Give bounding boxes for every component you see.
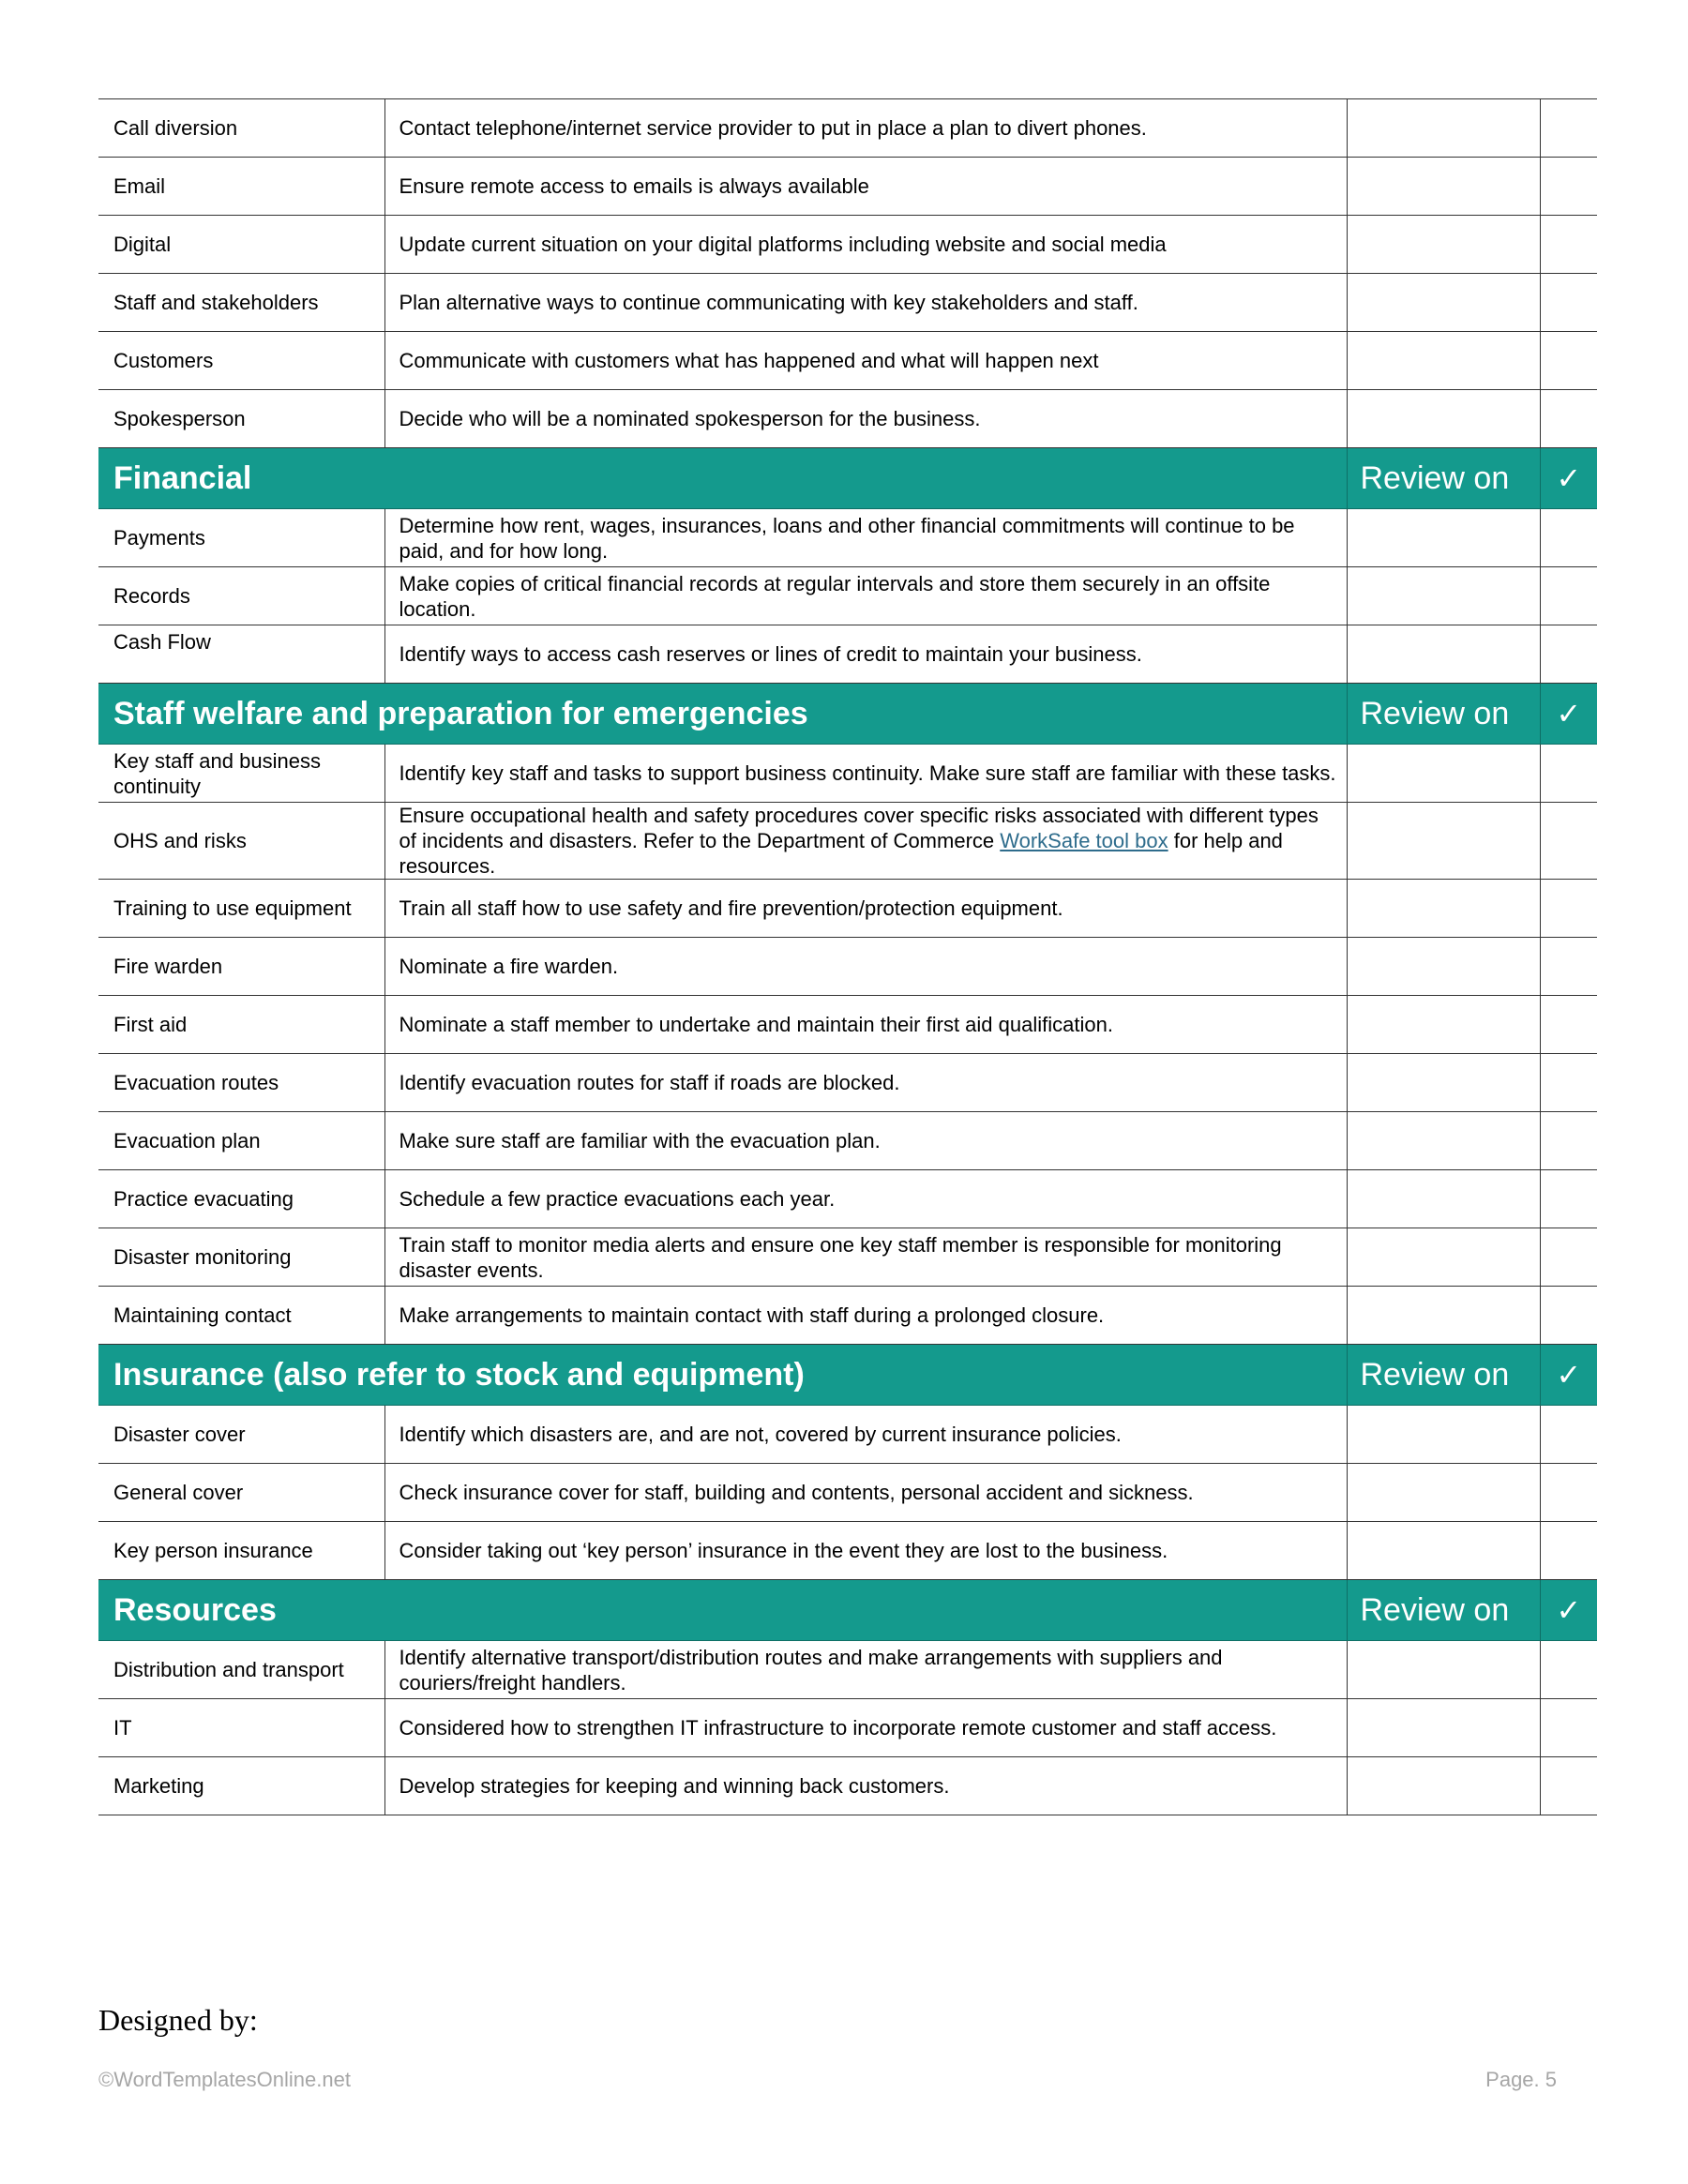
table-row xyxy=(98,1054,1597,1112)
section-header-resources xyxy=(98,1580,1597,1641)
item-label: OHS and risks xyxy=(98,803,384,880)
item-description: Contact telephone/internet service provider to put in place a plan to divert phones. xyxy=(384,99,1347,158)
review-date-cell[interactable] xyxy=(1347,880,1540,938)
check-cell[interactable] xyxy=(1540,1699,1597,1757)
review-date-cell[interactable] xyxy=(1347,1641,1540,1699)
item-description: Ensure remote access to emails is always available xyxy=(384,158,1347,216)
check-cell[interactable] xyxy=(1540,158,1597,216)
item-label: Maintaining contact xyxy=(98,1287,384,1345)
item-label: Marketing xyxy=(98,1757,384,1815)
table-row xyxy=(98,1464,1597,1522)
item-description: Train staff to monitor media alerts and ensure one key staff member is responsible for monitoring disaster events. xyxy=(384,1228,1347,1287)
table-row xyxy=(98,1641,1597,1699)
item-description: Decide who will be a nominated spokesperson for the business. xyxy=(384,390,1347,448)
desc-text: for help and resources. xyxy=(399,829,1283,878)
review-date-cell[interactable] xyxy=(1347,332,1540,390)
review-date-cell[interactable] xyxy=(1347,1757,1540,1815)
review-on-label: Review on xyxy=(1347,448,1540,509)
review-date-cell[interactable] xyxy=(1347,216,1540,274)
table-row xyxy=(98,567,1597,625)
check-cell[interactable] xyxy=(1540,1464,1597,1522)
check-mark-icon: ✓ xyxy=(1540,684,1597,745)
checklist-table xyxy=(98,98,1597,1815)
review-date-cell[interactable] xyxy=(1347,996,1540,1054)
item-label: Email xyxy=(98,158,384,216)
check-cell[interactable] xyxy=(1540,1406,1597,1464)
item-label: Evacuation plan xyxy=(98,1112,384,1170)
item-label: General cover xyxy=(98,1464,384,1522)
section-title: Resources xyxy=(98,1580,1347,1641)
item-description: Train all staff how to use safety and fire prevention/protection equipment. xyxy=(384,880,1347,938)
review-date-cell[interactable] xyxy=(1347,745,1540,803)
table-row xyxy=(98,803,1597,880)
desc-text: Ensure occupational health and safety procedures cover specific risks associated with different types of incidents and disasters. Refer to the Department of Commerce xyxy=(399,804,1319,852)
item-label: Evacuation routes xyxy=(98,1054,384,1112)
check-mark-icon: ✓ xyxy=(1540,1345,1597,1406)
review-on-label: Review on xyxy=(1347,1345,1540,1406)
item-label: Call diversion xyxy=(98,99,384,158)
item-label: First aid xyxy=(98,996,384,1054)
table-row xyxy=(98,158,1597,216)
table-row xyxy=(98,1112,1597,1170)
check-cell[interactable] xyxy=(1540,390,1597,448)
table-row xyxy=(98,1699,1597,1757)
item-description: Identify which disasters are, and are not, covered by current insurance policies. xyxy=(384,1406,1347,1464)
item-label: Disaster monitoring xyxy=(98,1228,384,1287)
check-cell[interactable] xyxy=(1540,625,1597,684)
section-title: Insurance (also refer to stock and equipment) xyxy=(98,1345,1347,1406)
check-cell[interactable] xyxy=(1540,1054,1597,1112)
table-row xyxy=(98,1287,1597,1345)
page-number: Page. 5 xyxy=(1485,2068,1557,2091)
review-on-label: Review on xyxy=(1347,1580,1540,1641)
item-label: Disaster cover xyxy=(98,1406,384,1464)
review-date-cell[interactable] xyxy=(1347,1699,1540,1757)
check-cell[interactable] xyxy=(1540,332,1597,390)
review-date-cell[interactable] xyxy=(1347,1170,1540,1228)
review-date-cell[interactable] xyxy=(1347,158,1540,216)
item-description: Consider taking out ‘key person’ insurance in the event they are lost to the business. xyxy=(384,1522,1347,1580)
item-label: Digital xyxy=(98,216,384,274)
designed-by-label: Designed by: xyxy=(98,2003,258,2037)
review-date-cell[interactable] xyxy=(1347,1464,1540,1522)
item-description: Check insurance cover for staff, building and contents, personal accident and sickness. xyxy=(384,1464,1347,1522)
item-description: Identify ways to access cash reserves or lines of credit to maintain your business. xyxy=(384,625,1347,684)
item-description: Considered how to strengthen IT infrastructure to incorporate remote customer and staff access. xyxy=(384,1699,1347,1757)
item-description: Develop strategies for keeping and winning back customers. xyxy=(384,1757,1347,1815)
item-description: Make arrangements to maintain contact with staff during a prolonged closure. xyxy=(384,1287,1347,1345)
table-row xyxy=(98,1228,1597,1287)
review-date-cell[interactable] xyxy=(1347,99,1540,158)
item-description: Update current situation on your digital platforms including website and social media xyxy=(384,216,1347,274)
copyright-text: ©WordTemplatesOnline.net xyxy=(98,2068,351,2091)
check-cell[interactable] xyxy=(1540,1287,1597,1345)
review-date-cell[interactable] xyxy=(1347,1406,1540,1464)
worksafe-link[interactable]: WorkSafe tool box xyxy=(1000,829,1168,852)
item-label: Distribution and transport xyxy=(98,1641,384,1699)
check-mark-icon: ✓ xyxy=(1540,1580,1597,1641)
table-row xyxy=(98,745,1597,803)
table-row xyxy=(98,332,1597,390)
table-row xyxy=(98,1522,1597,1580)
check-cell[interactable] xyxy=(1540,216,1597,274)
item-label: Customers xyxy=(98,332,384,390)
check-cell[interactable] xyxy=(1540,99,1597,158)
check-cell[interactable] xyxy=(1540,274,1597,332)
check-cell[interactable] xyxy=(1540,1170,1597,1228)
item-description: Nominate a fire warden. xyxy=(384,938,1347,996)
check-cell[interactable] xyxy=(1540,1641,1597,1699)
item-description: Make sure staff are familiar with the evacuation plan. xyxy=(384,1112,1347,1170)
item-label: Spokesperson xyxy=(98,390,384,448)
check-cell[interactable] xyxy=(1540,745,1597,803)
checklist-sheet xyxy=(98,98,1597,1815)
section-title: Staff welfare and preparation for emergencies xyxy=(98,684,1347,745)
review-date-cell[interactable] xyxy=(1347,1522,1540,1580)
table-row xyxy=(98,509,1597,567)
review-on-label: Review on xyxy=(1347,684,1540,745)
table-row xyxy=(98,880,1597,938)
item-label: Fire warden xyxy=(98,938,384,996)
review-date-cell[interactable] xyxy=(1347,390,1540,448)
check-cell[interactable] xyxy=(1540,509,1597,567)
table-row xyxy=(98,1406,1597,1464)
table-row xyxy=(98,938,1597,996)
review-date-cell[interactable] xyxy=(1347,1228,1540,1287)
review-date-cell[interactable] xyxy=(1347,1287,1540,1345)
check-cell[interactable] xyxy=(1540,803,1597,880)
review-date-cell[interactable] xyxy=(1347,274,1540,332)
table-row xyxy=(98,996,1597,1054)
item-label: Practice evacuating xyxy=(98,1170,384,1228)
item-description: Identify alternative transport/distribution routes and make arrangements with suppliers and couriers/freight handlers. xyxy=(384,1641,1347,1699)
review-date-cell[interactable] xyxy=(1347,509,1540,567)
item-label: Cash Flow xyxy=(98,625,384,684)
table-row xyxy=(98,216,1597,274)
check-cell[interactable] xyxy=(1540,1522,1597,1580)
item-description: Determine how rent, wages, insurances, loans and other financial commitments will continue to be paid, and for how long. xyxy=(384,509,1347,567)
check-cell[interactable] xyxy=(1540,1228,1597,1287)
item-description: Nominate a staff member to undertake and maintain their first aid qualification. xyxy=(384,996,1347,1054)
section-title: Financial xyxy=(98,448,1347,509)
section-header-financial xyxy=(98,448,1597,509)
item-label: Key staff and business continuity xyxy=(98,745,384,803)
review-date-cell[interactable] xyxy=(1347,1112,1540,1170)
review-date-cell[interactable] xyxy=(1347,1054,1540,1112)
table-row xyxy=(98,99,1597,158)
section-header-insurance xyxy=(98,1345,1597,1406)
item-description: Identify evacuation routes for staff if roads are blocked. xyxy=(384,1054,1347,1112)
item-description: Plan alternative ways to continue communicating with key stakeholders and staff. xyxy=(384,274,1347,332)
item-description: Make copies of critical financial records at regular intervals and store them securely in an offsite location. xyxy=(384,567,1347,625)
item-description xyxy=(384,803,1347,880)
review-date-cell[interactable] xyxy=(1347,567,1540,625)
item-label: Training to use equipment xyxy=(98,880,384,938)
check-cell[interactable] xyxy=(1540,880,1597,938)
review-date-cell[interactable] xyxy=(1347,625,1540,684)
item-label: Key person insurance xyxy=(98,1522,384,1580)
item-label: Staff and stakeholders xyxy=(98,274,384,332)
check-cell[interactable] xyxy=(1540,996,1597,1054)
table-row xyxy=(98,274,1597,332)
check-cell[interactable] xyxy=(1540,938,1597,996)
table-row xyxy=(98,1757,1597,1815)
table-row xyxy=(98,1170,1597,1228)
item-label: IT xyxy=(98,1699,384,1757)
check-mark-icon: ✓ xyxy=(1540,448,1597,509)
item-description: Schedule a few practice evacuations each year. xyxy=(384,1170,1347,1228)
item-description: Identify key staff and tasks to support business continuity. Make sure staff are familiar with these tasks. xyxy=(384,745,1347,803)
table-row xyxy=(98,625,1597,684)
check-cell[interactable] xyxy=(1540,1112,1597,1170)
section-header-staff-welfare xyxy=(98,684,1597,745)
review-date-cell[interactable] xyxy=(1347,803,1540,880)
review-date-cell[interactable] xyxy=(1347,938,1540,996)
item-description: Communicate with customers what has happened and what will happen next xyxy=(384,332,1347,390)
item-label: Records xyxy=(98,567,384,625)
item-label: Payments xyxy=(98,509,384,567)
check-cell[interactable] xyxy=(1540,567,1597,625)
table-row xyxy=(98,390,1597,448)
check-cell[interactable] xyxy=(1540,1757,1597,1815)
